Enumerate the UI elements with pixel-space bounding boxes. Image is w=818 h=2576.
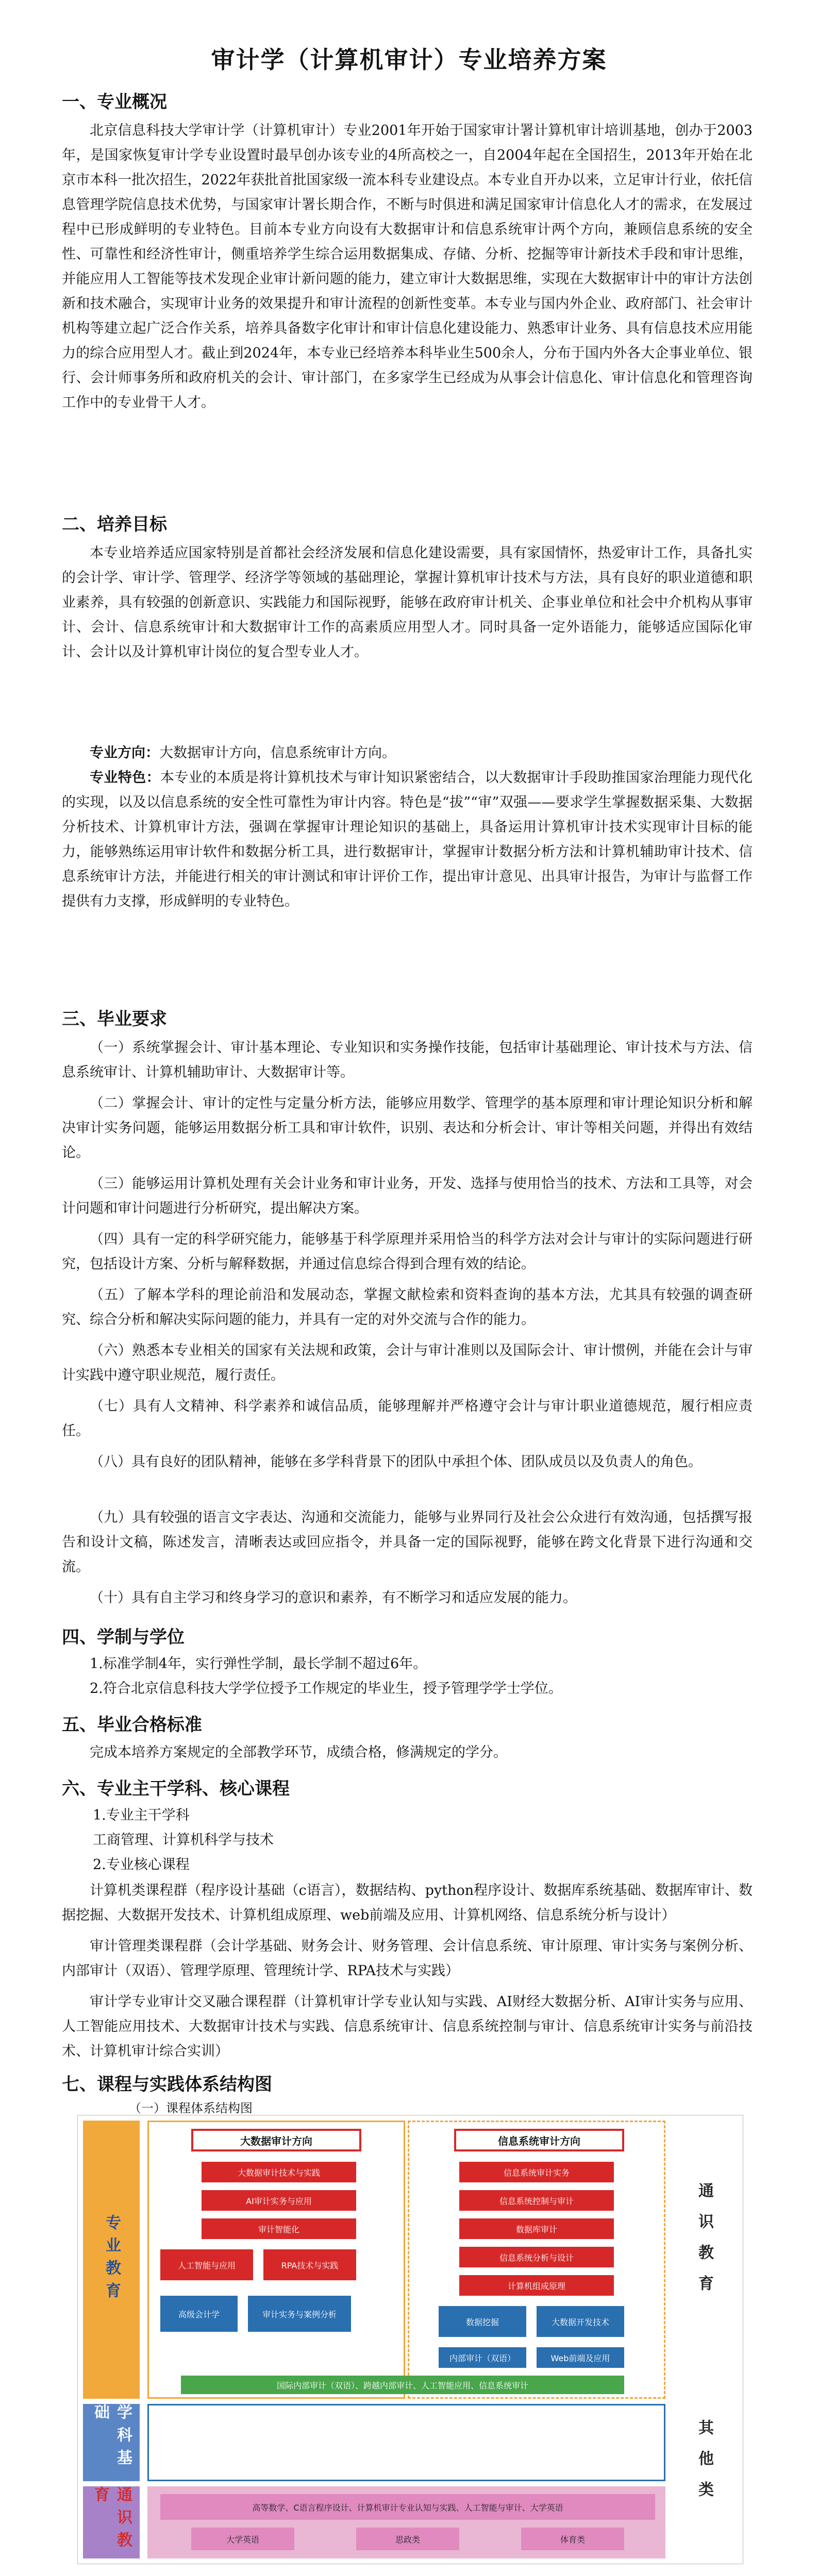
core-line: 工商管理、计算机科学与技术 [93,1832,274,1848]
section-heading-overview: 一、专业概况 [62,92,167,112]
course-box: 计算机组成原理 [459,2275,614,2296]
course-box: 数据挖掘 [439,2306,526,2337]
section-heading-pass-standard: 五、毕业合格标准 [62,1715,202,1735]
goal-direction-label: 专业方向： [90,745,159,761]
section-heading-degree: 四、学制与学位 [62,1627,185,1648]
course-box: 信息系统分析与设计 [459,2247,614,2267]
requirement-item: （一）系统掌握会计、审计基本理论、专业知识和实务操作技能，包括审计基础理论、审计技术与方法、信息系统审计、计算机辅助审计、大数据审计等。 [62,1040,753,1080]
course-box: AI审计实务与应用 [202,2190,356,2211]
overview-paragraph: 北京信息科技大学审计学（计算机审计）专业2001年开始于国家审计署计算机审计培训基地，创办于2003年，是国家恢复审计学专业设置时最早创办该专业的4所高校之一，自2004年起在全国招生，2013年开始在北京市本科一批次招生，2022年获批首批国家级一流本科专业建设点。本专业自开办以来，立足审计行业，依托信息管理学院信息技术优势，与国家审计署长期合作，不断与时俱进和满足国家审计信息化人才的需求，在发展过程中已形成鲜明的专业特色。目前本专业方向设有大数据审计和信息系统审计两个方向，兼顾信息系统的安全性、可靠性和经济性审计，侧重培养学生综合运用数据集成、存储、分析、挖掘等审计新技术手段和审计思维，并能应用人工智能等技术发现企业审计新问题的能力，建立审计大数据思维，实现在大数据审计中的审计方法创新和技术融合，实现审计业务的效果提升和审计流程的创新性变革。本专业与国内外企业、政府部门、社会审计机构等建立起广泛合作关系，培养具备数字化审计和审计信息化建设能力、熟悉审计业务、具有信息技术应用能力的综合应用型人才。截止到2024年，本专业已经培养本科毕业生500余人，分布于国内外各大企事业单位、银行、会计师事务所和政府机关的会计、审计部门，在多家学生已经成为从事会计信息化、审计信息化和管理咨询工作中的专业骨干人才。 [62,123,753,411]
requirement-item: （六）熟悉本专业相关的国家有关法规和政策，会计与审计准则以及国际会计、审计惯例，并能在会计与审计实践中遵守职业规范，履行责任。 [62,1343,753,1383]
goal-feature-text: 本专业的本质是将计算机技术与审计知识紧密结合，以大数据审计手段助推国家治理能力现代化的实现，以及以信息系统的安全性可靠性为审计内容。特色是“拔”“审”双强——要求学生掌握数据采集、大数据分析技术、计算机审计方法，强调在掌握审计理论知识的基础上，具备运用计算机审计技术实现审计目标的能力，能够熟练运用审计软件和数据分析工具，进行数据审计，掌握审计数据分析方法和计算机辅助审计技术、信息系统审计方法，并能进行相关的审计测试和审计评价工作，提出审计意见、出具审计报告，为审计与监督工作提供有力支撑，形成鲜明的专业特色。 [62,770,753,909]
section-heading-core: 六、专业主干学科、核心课程 [62,1778,290,1799]
course-box: 信息系统审计实务 [459,2162,614,2182]
pass-standard-text: 完成本培养方案规定的全部教学环节，成绩合格，修满规定的学分。 [90,1744,507,1760]
core-course-group: 审计学专业审计交叉融合课程群（计算机审计学专业认知与实践、AI财经大数据分析、AI审计实务与应用、人工智能应用技术、大数据审计技术与实践、信息系统审计、信息系统控制与审计、信息系统审计实务与前沿技术、计算机审计综合实训） [62,1994,753,2059]
course-box: 数据库审计 [459,2218,614,2239]
goal-direction [62,741,753,766]
requirement-item: （七）具有人文精神、科学素养和诚信品质，能够理解并严格遵守会计与审计职业道德规范，履行相应责任。 [62,1398,753,1439]
course-box: 国际内部审计（双语）、跨越内部审计、人工智能应用、信息系统审计 [181,2376,624,2394]
core-course-group: 审计管理类课程群（会计学基础、财务会计、财务管理、会计信息系统、审计原理、审计实务与案例分析、内部审计（双语）、管理学原理、管理统计学、RPA技术与实践） [62,1938,753,1979]
goal-paragraph: 本专业培养适应国家特别是首都社会经济发展和信息化建设需要，具有家国情怀，热爱审计工作，具备扎实的会计学、审计学、管理学、经济学等领域的基础理论，掌握计算机审计技术与方法，具有良好的职业道德和职业素养，具有较强的创新意识、实践能力和国际视野，能够在政府审计机关、企事业单位和社会中介机构从事审计、会计、信息系统审计和大数据审计工作的高素质应用型人才。同时具备一定外语能力，能够适应国际化审计、会计以及计算机审计岗位的复合型专业人才。 [62,545,753,660]
page-title: 审计学（计算机审计）专业培养方案 [211,46,607,74]
course-box: 大学英语 [191,2528,294,2550]
course-box: 高级会计学 [160,2296,238,2332]
label-general-right: 通识教育 [695,2182,713,2306]
figure-caption: （一）课程体系结构图 [129,2101,253,2115]
requirement-item: （四）具有一定的科学研究能力，能够基于科学原理并采用恰当的科学方法对会计与审计的实际问题进行研究，包括设计方案、分析与解释数据，并通过信息综合得到合理有效的结论。 [62,1231,753,1272]
requirement-item: （三）能够运用计算机处理有关会计业务和审计业务，开发、选择与使用恰当的技术、方法和工具等，对会计问题和审计问题进行分析研究，提出解决方案。 [62,1176,753,1216]
course-box: 审计智能化 [202,2218,356,2239]
requirement-item: （八）具有良好的团队精神，能够在多学科背景下的团队中承担个体、团队成员以及负责人的角色。 [90,1454,702,1470]
label-professional-education: 专业教育 [83,2121,140,2399]
goal-direction-text: 大数据审计方向，信息系统审计方向。 [159,745,396,761]
goal-feature [62,766,753,992]
goal-feature-label: 专业特色： [90,770,160,786]
course-box: 人工智能与应用 [160,2249,253,2280]
label-other-right: 其他类 [695,2419,713,2512]
course-box: 审计实务与案例分析 [248,2296,351,2332]
course-box: 大数据开发技术 [537,2306,624,2337]
requirement-item: （五）了解本学科的理论前沿和发展动态，掌握文献检索和资料查询的基本方法，尤其具有较强的调查研究、综合分析和解决实际问题的能力，并具有一定的对外交流与合作的能力。 [62,1287,753,1328]
requirement-item: （九）具有较强的语言文字表达、沟通和交流能力，能够与业界同行及社会公众进行有效沟通，包括撰写报告和设计文稿，陈述发言，清晰表达或回应指令，并具备一定的国际视野，能够在跨文化背景下进行沟通和交流。 [62,1510,753,1575]
section-heading-goals: 二、培养目标 [62,514,167,535]
label-discipline-basis: 学科基础 [83,2404,140,2481]
course-box: 大数据审计技术与实践 [202,2162,356,2182]
course-box: 思政类 [356,2528,459,2550]
course-system-diagram [77,2115,743,2564]
degree-item: 2.符合北京信息科技大学学位授予工作规定的毕业生，授予管理学学士学位。 [90,1681,562,1697]
requirement-item: （十）具有自主学习和终身学习的意识和素养，有不断学习和适应发展的能力。 [90,1590,577,1606]
section-heading-structure: 七、课程与实践体系结构图 [62,2074,272,2095]
course-box: 信息系统控制与审计 [459,2190,614,2211]
general-course-row: 高等数学、C语言程序设计、计算机审计专业认知与实践、人工智能与审计、大学英语 [160,2494,655,2520]
course-box: RPA技术与实践 [263,2249,356,2280]
core-line: 2.专业核心课程 [93,1857,190,1873]
degree-item: 1.标准学制4年，实行弹性学制，最长学制不超过6年。 [90,1656,427,1672]
course-box: 体育类 [521,2528,624,2550]
core-course-group: 计算机类课程群（程序设计基础（c语言），数据结构、python程序设计、数据库系统基础、数据库审计、数据挖掘、大数据开发技术、计算机组成原理、web前端及应用、计算机网络、信息系统分析与设计） [62,1883,753,1923]
course-box: Web前端及应用 [537,2347,624,2368]
course-box: 内部审计（双语） [439,2347,526,2368]
requirement-item: （二）掌握会计、审计的定性与定量分析方法，能够应用数学、管理学的基本原理和审计理论知识分析和解决审计实务问题，能够运用数据分析工具和审计软件，识别、表达和分析会计、审计等相关问题，并得出有效结论。 [62,1095,753,1161]
core-line: 1.专业主干学科 [93,1807,190,1823]
discipline-basis-group [147,2404,665,2481]
section-heading-requirements: 三、毕业要求 [62,1009,167,1029]
dir-info-system: 信息系统审计方向 [454,2129,624,2151]
dir-big-data: 大数据审计方向 [191,2129,361,2151]
label-general-education: 通识教育 [83,2486,140,2558]
